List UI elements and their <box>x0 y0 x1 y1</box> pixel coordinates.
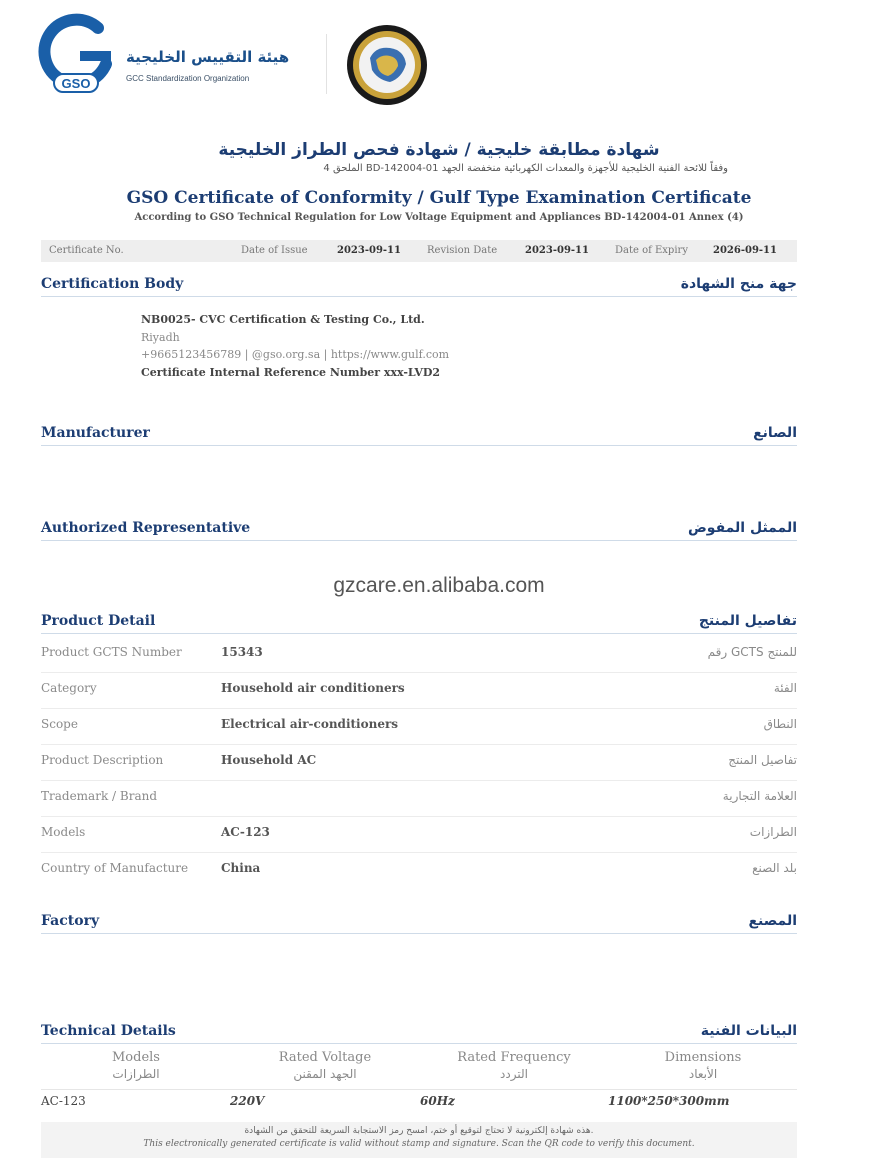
row-label: Product Description <box>41 753 164 767</box>
section-manufacturer <box>41 423 797 446</box>
row-value: Household AC <box>221 753 317 767</box>
row-label-ar: العلامة التجارية <box>722 789 797 803</box>
tech-dimensions-value: 1100*250*300mm <box>608 1094 730 1108</box>
row-label-ar: رقم GCTS للمنتج <box>707 645 797 659</box>
product-row-description <box>41 744 797 781</box>
section-product-detail <box>41 611 797 634</box>
footer-text-ar: هذه شهادة إلكترونية لا تحتاج لتوقيع أو ختم، امسح رمز الاستجابة السريعة للتحقق من الشهادة. <box>244 1126 594 1136</box>
org-name-ar: هيئة التقييس الخليجية <box>126 48 290 66</box>
product-row-country <box>41 852 797 888</box>
header-en: Rated Voltage <box>278 1050 372 1065</box>
gso-logo-icon <box>36 12 120 96</box>
tech-header-voltage <box>250 1050 400 1081</box>
org-name-en: GCC Standardization Organization <box>126 74 250 83</box>
svg-text:GSO: GSO <box>61 76 91 91</box>
row-label-ar: تفاصيل المنتج <box>728 753 797 767</box>
section-factory <box>41 911 797 934</box>
cb-reference: Certificate Internal Reference Number xxx-LVD2 <box>141 366 441 379</box>
subtitle-english: According to GSO Technical Regulation for Low Voltage Equipment and Appliances BD-142004-01 Annex (4) <box>134 212 744 223</box>
header-ar: الطرازات <box>112 1067 160 1081</box>
product-row-gcts <box>41 636 797 673</box>
row-value: Household air conditioners <box>221 681 405 695</box>
section-title-en: Technical Details <box>41 1023 176 1039</box>
watermark-text: gzcare.en.alibaba.com <box>333 574 545 597</box>
expiry-label: Date of Expiry <box>615 245 688 256</box>
section-title-ar: تفاصيل المنتج <box>698 613 797 629</box>
section-certification-body <box>41 274 797 297</box>
section-title-en: Factory <box>41 913 100 929</box>
row-label-ar: بلد الصنع <box>752 861 797 875</box>
revision-value: 2023-09-11 <box>525 245 589 256</box>
header-divider <box>326 34 327 94</box>
tech-header-frequency <box>436 1050 592 1081</box>
row-value: 15343 <box>221 645 263 659</box>
certificate-footer <box>41 1122 797 1158</box>
row-label: Product GCTS Number <box>41 645 182 659</box>
section-title-ar: المصنع <box>748 913 797 929</box>
row-value: AC-123 <box>221 825 270 839</box>
product-row-category <box>41 672 797 709</box>
header-en: Dimensions <box>664 1050 742 1065</box>
certificate-meta-bar <box>41 240 797 262</box>
header-ar: الجهد المقنن <box>293 1067 357 1081</box>
row-label: Category <box>41 681 97 695</box>
tech-header-models <box>76 1050 196 1081</box>
gcc-emblem-icon <box>346 24 428 106</box>
row-label: Scope <box>41 717 78 731</box>
revision-label: Revision Date <box>427 245 498 256</box>
section-title-ar: الممثل المفوض <box>687 520 797 536</box>
section-technical-details <box>41 1021 797 1044</box>
section-title-en: Authorized Representative <box>41 520 251 536</box>
row-label-ar: الفئة <box>773 681 797 695</box>
tech-header-dimensions <box>640 1050 766 1081</box>
product-row-models <box>41 816 797 853</box>
section-title-en: Product Detail <box>41 613 156 629</box>
title-arabic: شهادة مطابقة خليجية / شهادة فحص الطراز الخليجية <box>218 140 660 160</box>
section-title-en: Manufacturer <box>41 425 150 441</box>
row-value: Electrical air-conditioners <box>221 717 399 731</box>
row-label: Trademark / Brand <box>41 789 158 803</box>
row-label: Models <box>41 825 86 839</box>
tech-frequency-value: 60Hz <box>420 1094 455 1108</box>
expiry-value: 2026-09-11 <box>713 245 777 256</box>
row-label-ar: الطرازات <box>749 825 797 839</box>
subtitle-arabic: وفقاً للائحة الفنية الخليجية للأجهزة والمعدات الكهربائية منخفضة الجهد BD-142004-01 الملحق 4 <box>323 163 728 174</box>
header-ar: التردد <box>500 1067 528 1081</box>
product-row-trademark <box>41 780 797 817</box>
cb-city: Riyadh <box>141 331 180 344</box>
row-value: China <box>221 861 261 875</box>
row-label-ar: النطاق <box>763 717 797 731</box>
section-title-ar: البيانات الفنية <box>700 1023 797 1039</box>
product-row-scope <box>41 708 797 745</box>
row-label: Country of Manufacture <box>41 861 189 875</box>
cb-contact: +9665123456789 | @gso.org.sa | https://www.gulf.com <box>141 348 450 361</box>
section-authorized-representative <box>41 518 797 541</box>
header-en: Rated Frequency <box>457 1050 571 1065</box>
section-title-en: Certification Body <box>41 276 184 292</box>
footer-text-en: This electronically generated certificate is valid without stamp and signature. Scan the QR code to verify this document. <box>143 1139 695 1149</box>
title-english: GSO Certificate of Conformity / Gulf Type Examination Certificate <box>126 188 752 208</box>
tech-voltage-value: 220V <box>230 1094 265 1108</box>
cert-no-label: Certificate No. <box>49 245 124 256</box>
issue-value: 2023-09-11 <box>337 245 401 256</box>
section-title-ar: جهة منح الشهادة <box>680 276 797 292</box>
cb-name: NB0025- CVC Certification & Testing Co., Ltd. <box>141 313 425 326</box>
tech-model-value: AC-123 <box>41 1094 86 1108</box>
table-divider <box>41 1089 797 1090</box>
section-title-ar: الصانع <box>753 425 797 441</box>
gso-logo <box>36 12 396 102</box>
issue-label: Date of Issue <box>241 245 308 256</box>
header-en: Models <box>112 1050 160 1065</box>
header-ar: الأبعاد <box>688 1067 718 1081</box>
